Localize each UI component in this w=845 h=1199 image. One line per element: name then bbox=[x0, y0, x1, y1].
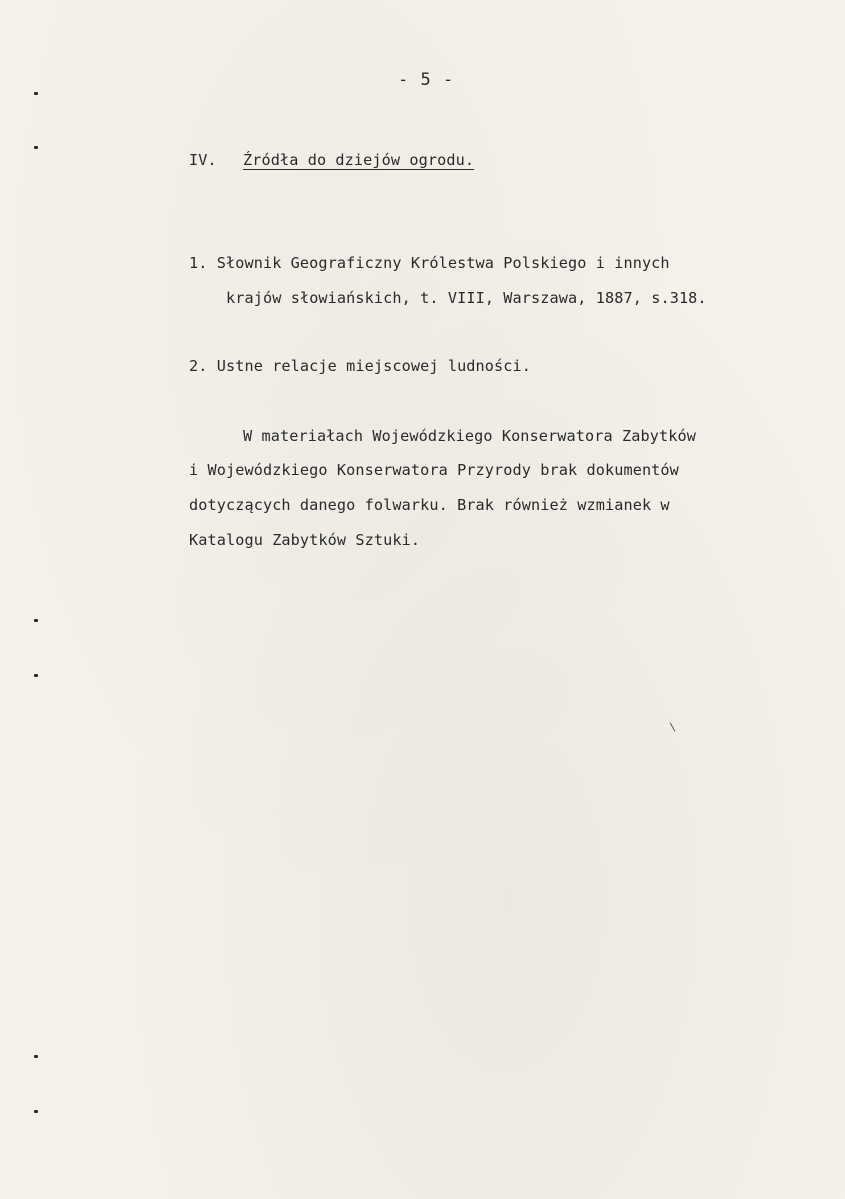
reference-1-line-1: 1. Słownik Geograficzny Królestwa Polskiego i innych bbox=[189, 254, 670, 272]
paragraph-line-4: Katalogu Zabytków Sztuki. bbox=[189, 531, 421, 549]
reference-2-line-1: 2. Ustne relacje miejscowej ludności. bbox=[189, 357, 532, 375]
binding-mark bbox=[34, 674, 38, 677]
reference-1-line-2: krajów słowiańskich, t. VIII, Warszawa, 1887, s.318. bbox=[226, 289, 707, 307]
binding-mark bbox=[34, 619, 38, 622]
binding-mark bbox=[34, 1055, 38, 1058]
section-number: IV. bbox=[189, 151, 217, 169]
page-number: - 5 - bbox=[398, 70, 455, 90]
binding-mark bbox=[34, 92, 38, 95]
binding-mark bbox=[34, 1110, 38, 1113]
stray-pen-mark bbox=[670, 722, 676, 731]
paragraph-line-3: dotyczących danego folwarku. Brak również wzmianek w bbox=[189, 496, 670, 514]
paragraph-line-2: i Wojewódzkiego Konserwatora Przyrody brak dokumentów bbox=[189, 461, 679, 479]
section-title: Źródła do dziejów ogrodu. bbox=[243, 151, 475, 169]
paragraph-line-1: W materiałach Wojewódzkiego Konserwatora Zabytków bbox=[243, 427, 696, 445]
binding-mark bbox=[34, 146, 38, 149]
